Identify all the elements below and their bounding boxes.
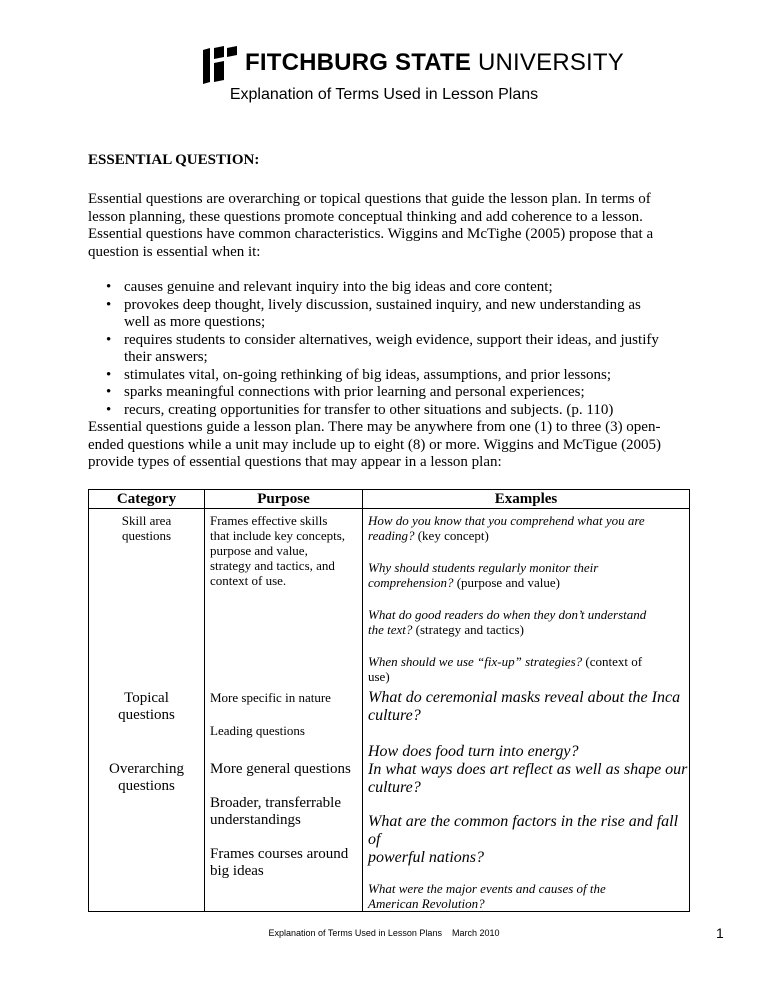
overarching-purpose-cell: More general questions Broader, transferrable understandings Frames courses around big ideas	[205, 761, 363, 912]
overarching-category-cell: Overarching questions	[89, 761, 205, 912]
skill-category-cell: Skill area questions	[89, 509, 205, 689]
list-item: • sparks meaningful connections with prior learning and personal experiences;	[88, 384, 688, 402]
intro-paragraph: Essential questions are overarching or topical questions that guide the lesson plan. In terms of lesson planning, these questions promote conceptual thinking and add coherence to a lesson. Essential questions have common characteristics. Wiggins and McTighe (2005) propose that a question is essential when it:	[88, 191, 654, 260]
table-row	[89, 509, 690, 689]
example-question: In what ways does art reflect as well as shape our culture?	[368, 760, 688, 796]
page-footer: Explanation of Terms Used in Lesson Plans March 2010	[268, 928, 500, 938]
page-title: Explanation of Terms Used in Lesson Plans	[229, 86, 539, 103]
list-item: • provokes deep thought, lively discussion, sustained inquiry, and new understanding as well as more questions;	[88, 297, 688, 332]
second-paragraph: Essential questions guide a lesson plan. There may be anywhere from one (1) to three (3) open- ended questions while a unit may include up to eight (8) or more. Wiggins and McTigue (2005) provide types of essential questions that may appear in a lesson plan:	[88, 419, 662, 470]
university-logo	[203, 46, 624, 86]
example-question: Why should students regularly monitor their comprehension? (purpose and value)	[368, 560, 599, 590]
example-question: What are the common factors in the rise and fall of powerful nations?	[368, 812, 679, 866]
topical-category-cell: Topical questions	[89, 689, 205, 761]
example-question: What do good readers do when they don’t understand the text? (strategy and tactics)	[368, 607, 647, 637]
example-question: How do you know that you comprehend what you are reading? (key concept)	[368, 513, 645, 543]
topical-examples-cell	[363, 689, 690, 761]
question-types-table	[88, 489, 690, 912]
example-question: How does food turn into energy?	[368, 742, 579, 760]
skill-purpose-cell: Frames effective skills that include key concepts, purpose and value, strategy and tactics, and context of use.	[205, 509, 363, 689]
example-question: What were the major events and causes of the American Revolution?	[368, 880, 606, 911]
table-header-row	[89, 490, 690, 509]
fsu-logo-mark-icon	[203, 46, 237, 84]
list-item: • causes genuine and relevant inquiry into the big ideas and core content;	[88, 279, 688, 297]
table-row	[89, 689, 690, 761]
university-name: FITCHBURG STATE UNIVERSITY	[245, 49, 624, 76]
example-question: When should we use “fix-up” strategies? (context of use)	[368, 654, 643, 684]
example-question: What do ceremonial masks reveal about the Inca culture?	[368, 688, 681, 724]
list-item: • requires students to consider alternatives, weigh evidence, support their ideas, and justify their answers;	[88, 332, 688, 367]
section-heading: ESSENTIAL QUESTION:	[88, 152, 260, 168]
purpose-header: Purpose	[205, 490, 363, 509]
overarching-examples-cell	[363, 761, 690, 912]
skill-examples-cell	[363, 509, 690, 689]
page-number: 1	[716, 925, 724, 941]
criteria-list	[88, 279, 688, 419]
list-item: • recurs, creating opportunities for transfer to other situations and subjects. (p. 110)	[88, 402, 688, 420]
table-row	[89, 761, 690, 912]
examples-header: Examples	[363, 490, 690, 509]
list-item: • stimulates vital, on-going rethinking of big ideas, assumptions, and prior lessons;	[88, 367, 688, 385]
topical-purpose-cell: More specific in nature Leading questions	[205, 689, 363, 761]
category-header: Category	[89, 490, 205, 509]
